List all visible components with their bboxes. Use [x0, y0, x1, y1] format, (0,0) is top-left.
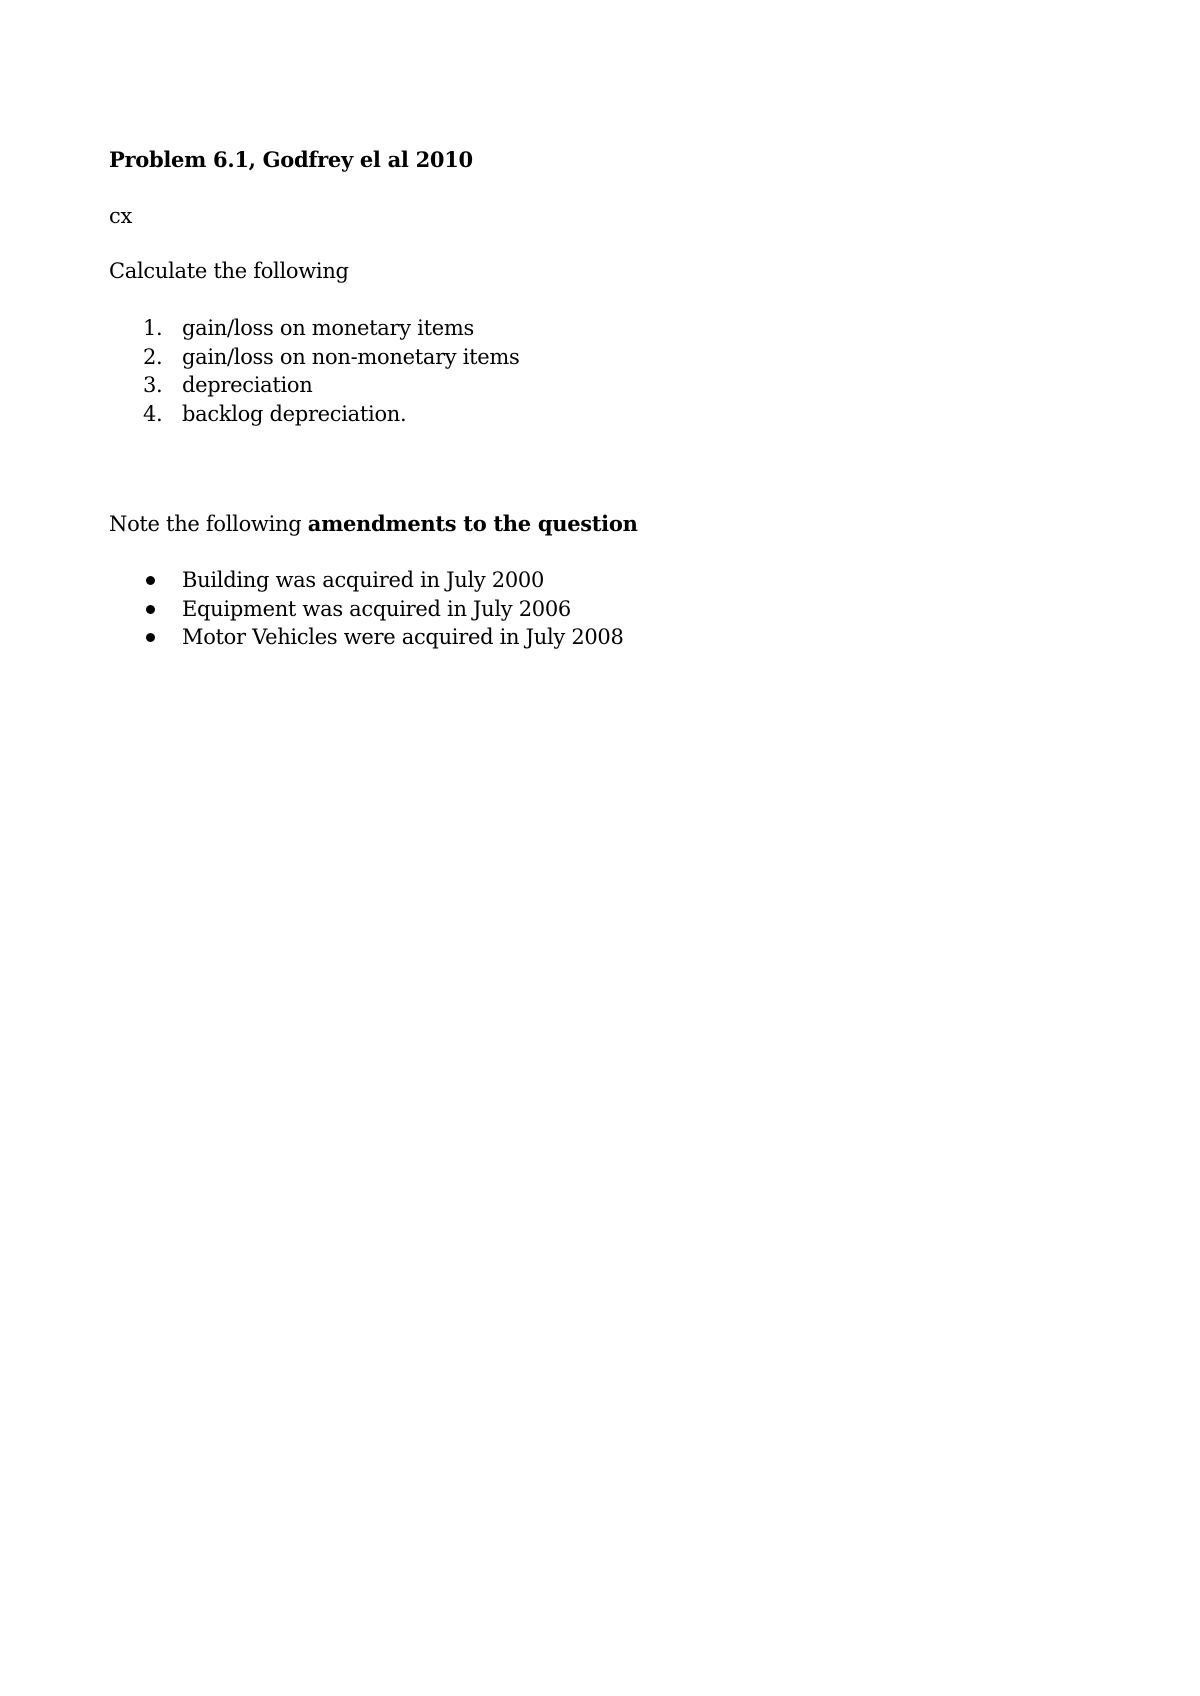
- list-item-text: Equipment was acquired in July 2006: [182, 596, 571, 621]
- bullet-icon: [146, 605, 155, 614]
- list-item-text: gain/loss on monetary items: [182, 316, 474, 340]
- list-item-text: Motor Vehicles were acquired in July 2008: [182, 625, 624, 649]
- list-item-text: backlog depreciation.: [182, 401, 407, 426]
- list-item-text: depreciation: [182, 373, 313, 397]
- document-title: Problem 6.1, Godfrey el al 2010: [109, 147, 473, 172]
- note-paragraph: [109, 510, 638, 538]
- note-prefix: Note the following: [109, 512, 308, 536]
- list-number: 1.: [143, 316, 163, 340]
- list-number: 2.: [143, 344, 163, 369]
- list-number: 4.: [143, 401, 163, 426]
- bullet-icon: [146, 633, 155, 642]
- bullet-icon: [146, 576, 155, 585]
- note-bold-text: amendments to the question: [307, 511, 638, 536]
- list-item-text: Building was acquired in July 2000: [182, 568, 545, 592]
- intro-paragraph: Calculate the following: [109, 259, 349, 283]
- list-item-text: gain/loss on non-monetary items: [182, 344, 520, 369]
- text-line-cx: cx: [109, 204, 133, 228]
- list-number: 3.: [143, 373, 163, 397]
